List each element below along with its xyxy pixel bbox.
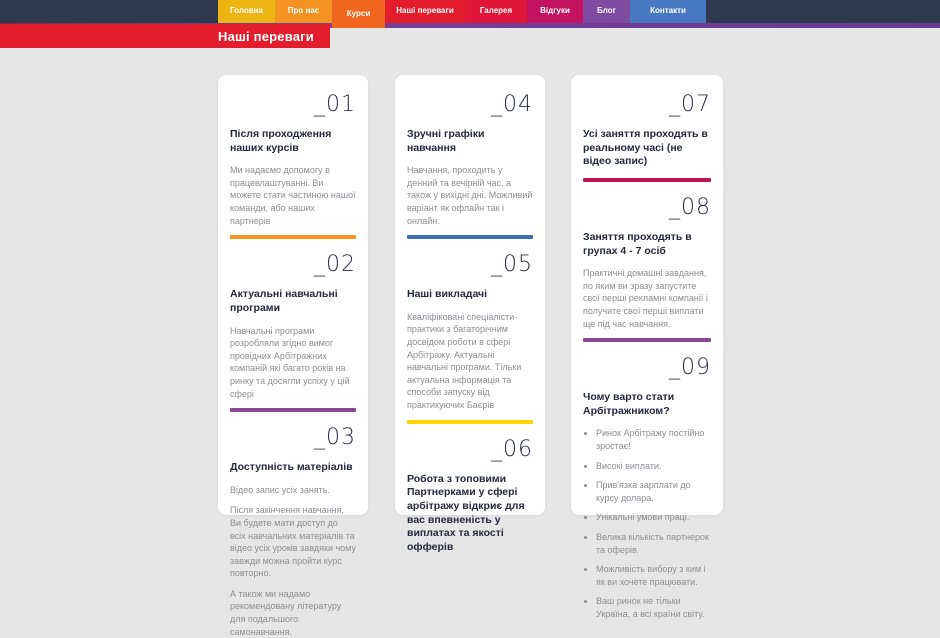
section-body: Кваліфіковані спеціалісти-практики з багаторічним досвідом роботи в сфері Арбітражу. Актуальні навчальні програми. Тільки актуальна інформація та способи запуску від практикуючих Баєрів xyxy=(407,311,522,411)
section-heading: Після проходження наших курсів xyxy=(230,128,332,154)
section-body: Відео запис усіх занять. xyxy=(230,484,330,495)
section-number: _03 xyxy=(314,425,356,451)
section-heading: Робота з топовими Партнерками у сфері арбітражу відкриє для вас впевненість у виплатах та якості офферів xyxy=(407,472,525,553)
section-number: _04 xyxy=(491,92,533,117)
nav-item-home[interactable]: Головна xyxy=(218,0,275,23)
nav-item-advantages[interactable]: Наші переваги xyxy=(385,0,465,23)
section-heading: Актуальні навчальні програми xyxy=(230,288,338,314)
section-heading: Заняття проходять в групах 4 - 7 осіб xyxy=(583,230,692,257)
section-body: Практичні домашні завдання, по яким ви зразу запустите свої перші рекламні компанії і получите свої перші виплати ще під час навчання. xyxy=(583,268,708,329)
nav-item-contacts[interactable]: Контакти xyxy=(630,0,706,23)
section-number: _02 xyxy=(314,252,356,278)
advantage-section-01 xyxy=(230,92,356,239)
section-number: _07 xyxy=(669,92,711,117)
section-heading: Усі заняття проходять в реальному часі (не відео запис) xyxy=(583,128,708,168)
benefit-item: • Ринок Арбітражу постійно зростає! xyxy=(596,427,711,452)
nav-item-courses[interactable]: Курси xyxy=(332,0,385,28)
section-number: _06 xyxy=(491,436,533,462)
advantage-section-04 xyxy=(407,92,533,239)
advantage-section-02 xyxy=(230,252,356,412)
page-title: Наші переваги xyxy=(218,28,314,44)
benefit-item: • Унікальні умови праці. xyxy=(596,511,711,524)
advantage-section-05 xyxy=(407,252,533,423)
benefit-item: • Велика кількість партнерок та оферів. xyxy=(596,531,711,556)
benefits-list xyxy=(583,427,711,620)
section-number: _01 xyxy=(314,92,356,117)
section-divider xyxy=(230,235,356,239)
section-heading: Наші викладачі xyxy=(407,288,488,301)
advantages-card-column-1 xyxy=(218,75,368,637)
section-divider xyxy=(230,408,356,412)
advantage-section-08 xyxy=(583,195,711,342)
advantages-card-column-3 xyxy=(571,75,723,619)
section-heading: Доступність матеріалів xyxy=(230,461,353,474)
advantage-section-06 xyxy=(407,437,533,555)
advantage-section-03 xyxy=(230,425,356,638)
section-number: _08 xyxy=(669,194,711,220)
section-divider xyxy=(407,420,533,424)
section-heading: Чому варто стати Арбітражником? xyxy=(583,391,675,417)
section-body: Навчання, проходить у денний та вечірній час, а також у вихідні дні. Можливий варіант як офлайн так і онлайн. xyxy=(407,165,533,226)
section-heading: Зручні графіки навчання xyxy=(407,128,485,154)
section-body: Ми надаємо допомогу в працевлаштуванні. Ви можете стати частиною нашої команди, або наших партнерів xyxy=(230,165,356,226)
benefit-item: • Можливість вибору з ким і як ви хочете працювати. xyxy=(596,563,711,588)
nav-item-reviews[interactable]: Відгуки xyxy=(527,0,583,23)
section-divider xyxy=(583,178,711,182)
nav-item-about[interactable]: Про нас xyxy=(275,0,332,23)
section-divider xyxy=(583,338,711,342)
section-number: _05 xyxy=(491,252,533,278)
section-number: _09 xyxy=(669,355,711,381)
page-title-banner xyxy=(0,24,330,48)
section-body: Після закінчення навчання, Ви будете мати доступ до всіх навчальних матеріалів та відео усіх уроків завдяки чому завжди можна пройти курс повторно. xyxy=(230,505,356,579)
advantage-section-09 xyxy=(583,355,711,620)
benefit-item: • Прив'язка зарплати до курсу долара. xyxy=(596,479,711,504)
benefit-item: • Високі виплати. xyxy=(596,460,711,473)
section-divider xyxy=(407,235,533,239)
benefit-item: • Ваш ринок не тільки Україна, а всі країни світу. xyxy=(596,595,711,620)
nav-item-gallery[interactable]: Галерея xyxy=(465,0,527,23)
section-body: Навчальні програми розробляли згідно вимог провідних Арбітражних компаній які багато років на ринку та досягли успіху у цій сфері xyxy=(230,325,350,399)
nav-item-blog[interactable]: Блог xyxy=(583,0,630,23)
advantage-section-07 xyxy=(583,92,711,182)
advantages-card-column-2 xyxy=(395,75,545,553)
section-body: А також ми надамо рекомендовану літературу для подальшого самонавчання. xyxy=(230,588,342,637)
